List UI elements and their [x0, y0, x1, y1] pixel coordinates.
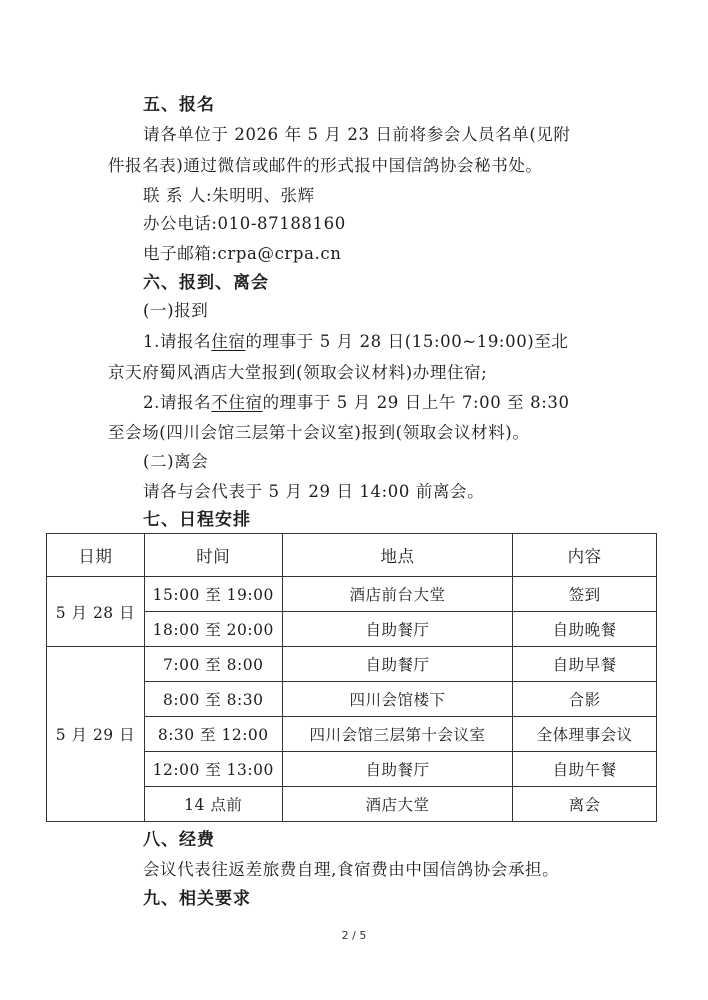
section-9-heading: 九、相关要求: [143, 889, 251, 909]
expense-text: 会议代表往返差旅费自理,食宿费由中国信鸽协会承担。: [143, 860, 560, 879]
checkin-item-2-cont: 至会场(四川会馆三层第十会议室)报到(领取会议材料)。: [108, 423, 530, 442]
header-place: 地点: [282, 534, 513, 577]
content-cell: 离会: [513, 787, 657, 822]
header-time: 时间: [144, 534, 282, 577]
section-6-heading: 六、报到、离会: [143, 273, 269, 293]
section-7-heading: 七、日程安排: [143, 510, 251, 530]
schedule-table: [46, 533, 657, 822]
date-cell: 5 月 29 日: [47, 647, 145, 822]
time-cell: 18:00 至 20:00: [144, 612, 282, 647]
time-cell: 14 点前: [144, 787, 282, 822]
checkin-item-1-cont: 京天府蜀风酒店大堂报到(领取会议材料)办理住宿;: [108, 363, 488, 382]
place-cell: 自助餐厅: [282, 647, 513, 682]
section-5-heading: 五、报名: [143, 95, 215, 115]
date-cell: 5 月 28 日: [47, 577, 145, 647]
content-cell: 自助午餐: [513, 752, 657, 787]
content-cell: 自助晚餐: [513, 612, 657, 647]
place-cell: 四川会馆楼下: [282, 682, 513, 717]
departure-subheading: (二)离会: [143, 452, 209, 471]
table-row: [47, 577, 657, 612]
table-header-row: [47, 534, 657, 577]
place-cell: 自助餐厅: [282, 612, 513, 647]
time-cell: 15:00 至 19:00: [144, 577, 282, 612]
checkin-item-1: 1.请报名住宿的理事于 5 月 28 日(15:00~19:00)至北: [143, 332, 569, 351]
table-row: [47, 647, 657, 682]
header-date: 日期: [47, 534, 145, 577]
office-phone: 办公电话:010-87188160: [143, 214, 346, 233]
header-content: 内容: [513, 534, 657, 577]
checkin-subheading: (一)报到: [143, 301, 209, 320]
time-cell: 7:00 至 8:00: [144, 647, 282, 682]
content-cell: 合影: [513, 682, 657, 717]
contact-person: 联 系 人:朱明明、张辉: [143, 186, 315, 205]
section-8-heading: 八、经费: [143, 830, 215, 850]
place-cell: 酒店大堂: [282, 787, 513, 822]
registration-text-line2: 件报名表)通过微信或邮件的形式报中国信鸽协会秘书处。: [108, 156, 543, 175]
content-cell: 签到: [513, 577, 657, 612]
place-cell: 自助餐厅: [282, 752, 513, 787]
content-cell: 全体理事会议: [513, 717, 657, 752]
departure-text: 请各与会代表于 5 月 29 日 14:00 前离会。: [143, 482, 485, 501]
time-cell: 8:00 至 8:30: [144, 682, 282, 717]
time-cell: 12:00 至 13:00: [144, 752, 282, 787]
content-cell: 自助早餐: [513, 647, 657, 682]
place-cell: 四川会馆三层第十会议室: [282, 717, 513, 752]
time-cell: 8:30 至 12:00: [144, 717, 282, 752]
page-number: 2 / 5: [341, 929, 367, 942]
place-cell: 酒店前台大堂: [282, 577, 513, 612]
registration-text-line1: 请各单位于 2026 年 5 月 23 日前将参会人员名单(见附: [143, 125, 571, 144]
email-address: 电子邮箱:crpa@crpa.cn: [143, 244, 342, 263]
checkin-item-2: 2.请报名不住宿的理事于 5 月 29 日上午 7:00 至 8:30: [143, 393, 570, 412]
